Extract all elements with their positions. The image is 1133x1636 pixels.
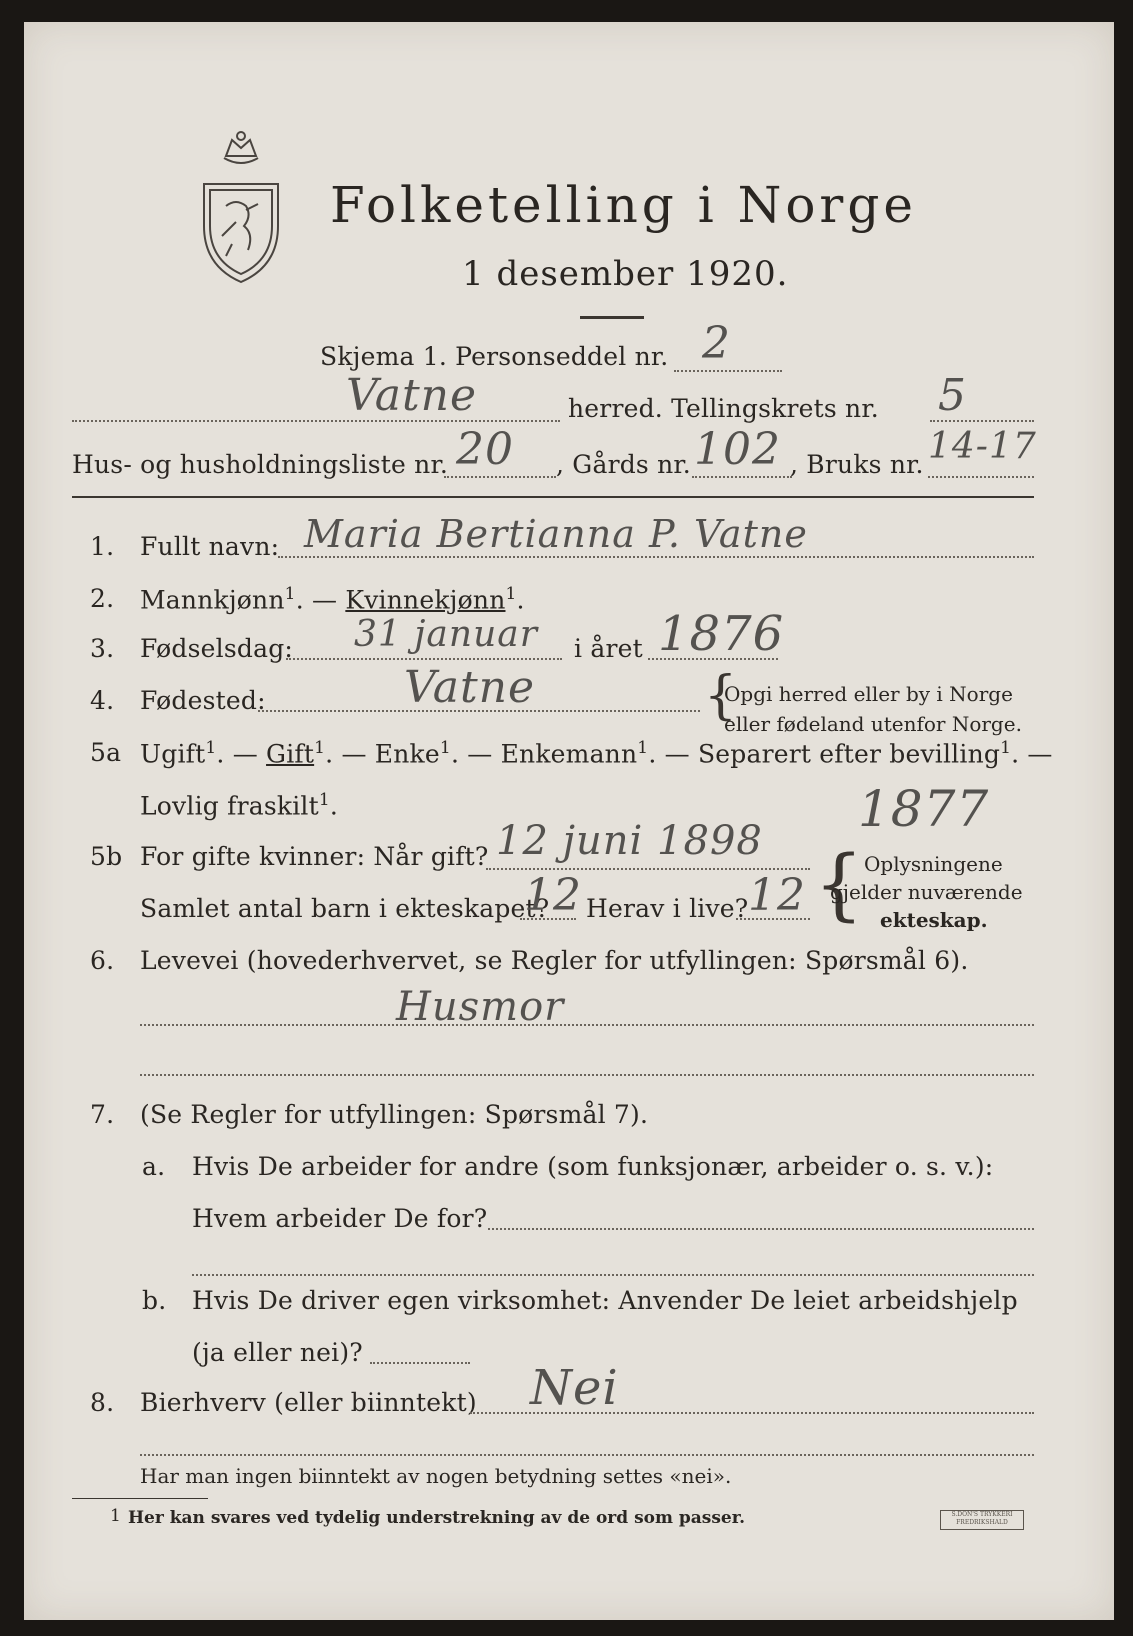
husliste-line xyxy=(444,476,556,478)
q6-occupation-value: Husmor xyxy=(396,984,565,1030)
q5a-footnote-ref: 1 xyxy=(1000,738,1012,758)
q5a-fraskilt-end: . xyxy=(329,791,339,821)
bruks-label: , Bruks nr. xyxy=(790,450,924,479)
q5b-alive-value: 12 xyxy=(748,870,806,921)
q5b-brace: { xyxy=(814,840,864,930)
q3-day-line xyxy=(286,658,562,660)
herred-line xyxy=(72,420,560,422)
q5b-note-line2: gjelder nuværende xyxy=(830,880,1023,904)
form-title: Folketelling i Norge xyxy=(330,176,917,234)
bruks-line xyxy=(928,476,1034,478)
q1-line xyxy=(278,556,1034,558)
personseddel-nr-line xyxy=(674,370,782,372)
header-divider xyxy=(72,496,1034,498)
footnote-text: Her kan svares ved tydelig understrekning av de ord som passer. xyxy=(128,1508,746,1528)
q4-number: 4. xyxy=(90,686,115,715)
q5a-footnote-ref: 1 xyxy=(314,738,326,758)
q2-male-option: Mannkjønn xyxy=(140,585,285,615)
printer-stamp xyxy=(940,1510,1024,1530)
q8-number: 8. xyxy=(90,1388,115,1417)
q4-birthplace-value: Vatne xyxy=(404,662,536,713)
q2-female-option: Kvinnekjønn xyxy=(345,585,506,615)
footnote-marker: 1 xyxy=(110,1506,121,1526)
q1-label: Fullt navn: xyxy=(140,532,280,561)
q7b-answer-line xyxy=(370,1362,470,1364)
q2-end: . xyxy=(516,585,525,615)
q5a-fraskilt-line xyxy=(140,790,338,820)
q5b-married-label: For gifte kvinner: Når gift? xyxy=(140,842,489,871)
q6-line-1 xyxy=(140,1024,1034,1026)
q5b-children-value: 12 xyxy=(524,870,582,921)
q5a-marital-options xyxy=(140,738,1053,768)
q2-number: 2. xyxy=(90,584,115,613)
q3-birth-year-value: 1876 xyxy=(658,606,785,662)
q5a-enke: Enke xyxy=(374,739,440,769)
q6-number: 6. xyxy=(90,946,115,975)
title-divider xyxy=(580,316,644,319)
q4-label: Fødested: xyxy=(140,686,266,715)
q4-brace: { xyxy=(704,666,738,726)
q8-value: Nei xyxy=(530,1360,619,1416)
q2-gender-options xyxy=(140,584,525,614)
footer-note: Har man ingen biinntekt av nogen betydning settes «nei». xyxy=(140,1464,732,1488)
q5a-ugift: Ugift xyxy=(140,739,206,769)
q3-birthday-value: 31 januar xyxy=(354,614,538,655)
herred-value: Vatne xyxy=(346,370,478,421)
coat-of-arms-icon xyxy=(196,126,286,286)
q5a-number: 5a xyxy=(90,738,122,767)
q5a-enkemann: Enkemann xyxy=(500,739,638,769)
q4-note-line1: Opgi herred eller by i Norge xyxy=(724,682,1013,706)
q3-label: Fødselsdag: xyxy=(140,634,294,663)
q7a-line1: Hvis De arbeider for andre (som funksjonær, arbeider o. s. v.): xyxy=(192,1152,994,1181)
q5a-separator: . — xyxy=(450,739,501,769)
q5a-separator: . — xyxy=(216,739,267,769)
q7a-answer-line-2 xyxy=(192,1274,1034,1276)
q7b-line2: (ja eller nei)? xyxy=(192,1338,363,1367)
q1-number: 1. xyxy=(90,532,115,561)
husliste-value: 20 xyxy=(456,424,514,475)
q7a-answer-line-1 xyxy=(488,1228,1034,1230)
q5b-married-value: 12 juni 1898 xyxy=(496,818,763,864)
q3-number: 3. xyxy=(90,634,115,663)
q5a-separator: . — xyxy=(648,739,698,769)
q5b-number: 5b xyxy=(90,842,123,871)
printer-line1: S.DON'S TRYKKERI xyxy=(951,1511,1013,1518)
printer-line2: FREDRIKSHALD xyxy=(956,1519,1008,1526)
q5a-footnote-ref: 1 xyxy=(439,738,451,758)
q5b-alive-label: Herav i live? xyxy=(586,894,749,923)
q5a-separator: . — xyxy=(325,739,375,769)
q2-female-footnote-ref: 1 xyxy=(505,584,517,604)
q7-number: 7. xyxy=(90,1100,115,1129)
tellingskrets-value: 5 xyxy=(938,370,967,421)
q6-label: Levevei (hovederhvervet, se Regler for utfyllingen: Spørsmål 6). xyxy=(140,946,969,975)
q6-line-2 xyxy=(140,1074,1034,1076)
herred-label: herred. Tellingskrets nr. xyxy=(568,394,879,423)
husliste-label: Hus- og husholdningsliste nr. xyxy=(72,450,449,479)
q7a-line2: Hvem arbeider De for? xyxy=(192,1204,488,1233)
q8-label: Bierhverv (eller biinntekt) xyxy=(140,1388,477,1417)
q5b-correction-value: 1877 xyxy=(858,780,990,838)
q4-note-line2: eller fødeland utenfor Norge. xyxy=(724,712,1022,736)
q2-separator: . — xyxy=(295,585,346,615)
form-date: 1 desember 1920. xyxy=(462,254,789,294)
q2-male-footnote-ref: 1 xyxy=(284,584,296,604)
q5a-gift: Gift xyxy=(266,739,315,769)
q8-extra-line xyxy=(140,1454,1034,1456)
q7b-number: b. xyxy=(142,1286,167,1315)
q5a-fraskilt: Lovlig fraskilt xyxy=(140,791,319,821)
q7a-number: a. xyxy=(142,1152,166,1181)
q5a-footnote-ref: 1 xyxy=(318,790,330,810)
q5b-note-line3: ekteskap. xyxy=(880,908,988,932)
bruks-value: 14-17 xyxy=(928,426,1037,467)
census-form xyxy=(24,22,1114,1620)
q5a-footnote-ref: 1 xyxy=(637,738,649,758)
q5b-note-line1: Oplysningene xyxy=(864,852,1003,876)
personseddel-nr-value: 2 xyxy=(702,318,731,369)
footnote-divider xyxy=(72,1498,208,1499)
q5b-children-label: Samlet antal barn i ekteskapet? xyxy=(140,894,550,923)
gards-line xyxy=(692,476,792,478)
q3-year-label: i året xyxy=(574,634,643,663)
q7b-line1: Hvis De driver egen virksomhet: Anvender De leiet arbeidshjelp xyxy=(192,1286,1018,1315)
q5a-end: . — xyxy=(1011,739,1053,769)
q7-label: (Se Regler for utfyllingen: Spørsmål 7). xyxy=(140,1100,649,1129)
gards-label: , Gårds nr. xyxy=(556,450,691,479)
gards-value: 102 xyxy=(694,424,781,475)
q5a-footnote-ref: 1 xyxy=(205,738,217,758)
skjema-label: Skjema 1. Personseddel nr. xyxy=(320,342,669,371)
q5a-separert: Separert efter bevilling xyxy=(697,739,1001,769)
q1-full-name-value: Maria Bertianna P. Vatne xyxy=(304,512,808,556)
